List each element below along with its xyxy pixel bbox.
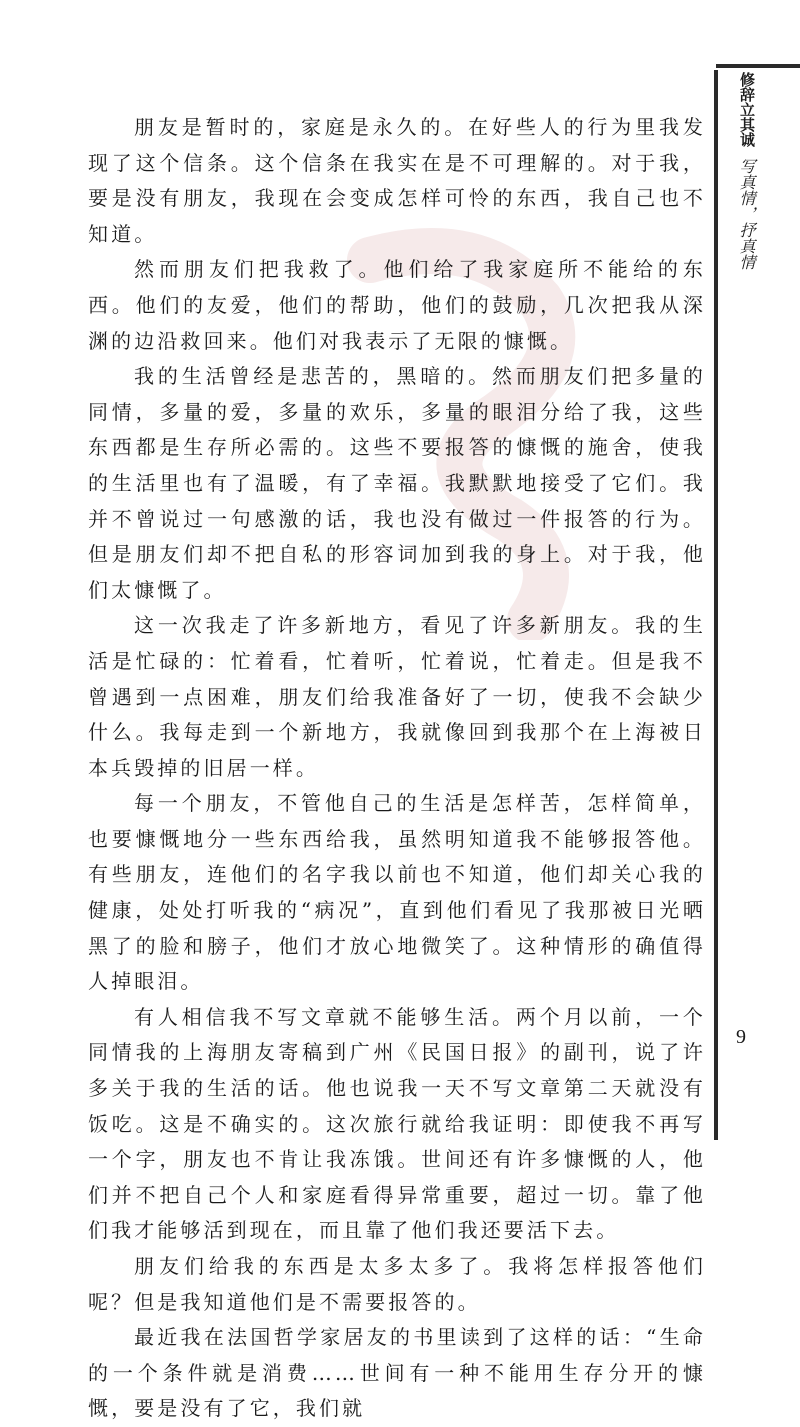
page-number: 9 — [736, 1026, 746, 1048]
margin-rule — [714, 70, 718, 1140]
running-head-book-title: 修辞立其诚 — [738, 72, 756, 147]
paragraph: 朋友们给我的东西是太多太多了。我将怎样报答他们呢？但是我知道他们是不需要报答的。 — [88, 1254, 706, 1314]
paragraph: 朋友是暂时的，家庭是永久的。在好些人的行为里我发现了这个信条。这个信条在我实在是不可理解的。对于我，要是没有朋友，我现在会变成怎样可怜的东西，我自己也不知道。 — [88, 115, 706, 246]
paragraph: 每一个朋友，不管他自己的生活是怎样苦，怎样简单，也要慷慨地分一些东西给我，虽然明知道我不能够报答他。有些朋友，连他们的名字我以前也不知道，他们却关心我的健康，处处打听我的“病况”，直到他们看见了我那被日光晒黑了的脸和膀子，他们才放心地微笑了。这种情形的确值得人掉眼泪。 — [88, 791, 706, 994]
header-rule — [716, 64, 800, 68]
paragraph: 我的生活曾经是悲苦的，黑暗的。然而朋友们把多量的同情，多量的爱，多量的欢乐，多量的眼泪分给了我，这些东西都是生存所必需的。这些不要报答的慷慨的施舍，使我的生活里也有了温暖，有了幸福。我默默地接受了它们。我并不曾说过一句感激的话，我也没有做过一件报答的行为。但是朋友们却不把自私的形容词加到我的身上。对于我，他们太慷慨了。 — [88, 364, 706, 602]
running-head-section-title: 写真情，抒真情 — [737, 158, 756, 270]
body-text — [88, 110, 706, 1427]
paragraph: 这一次我走了许多新地方，看见了许多新朋友。我的生活是忙碌的：忙着看，忙着听，忙着说，忙着走。但是我不曾遇到一点困难，朋友们给我准备好了一切，使我不会缺少什么。我每走到一个新地方，我就像回到我那个在上海被日本兵毁掉的旧居一样。 — [88, 613, 706, 780]
paragraph: 有人相信我不写文章就不能够生活。两个月以前，一个同情我的上海朋友寄稿到广州《民国日报》的副刊，说了许多关于我的生活的话。他也说我一天不写文章第二天就没有饭吃。这是不确实的。这次旅行就给我证明：即使我不再写一个字，朋友也不肯让我冻饿。世间还有许多慷慨的人，他们并不把自己个人和家庭看得异常重要，超过一切。靠了他们我才能够活到现在，而且靠了他们我还要活下去。 — [88, 1004, 706, 1243]
paragraph: 然而朋友们把我救了。他们给了我家庭所不能给的东西。他们的友爱，他们的帮助，他们的鼓励，几次把我从深渊的边沿救回来。他们对我表示了无限的慷慨。 — [88, 257, 706, 353]
paragraph: 最近我在法国哲学家居友的书里读到了这样的话：“生命的一个条件就是消费……世间有一种不能用生存分开的慷慨，要是没有了它，我们就 — [88, 1325, 706, 1421]
